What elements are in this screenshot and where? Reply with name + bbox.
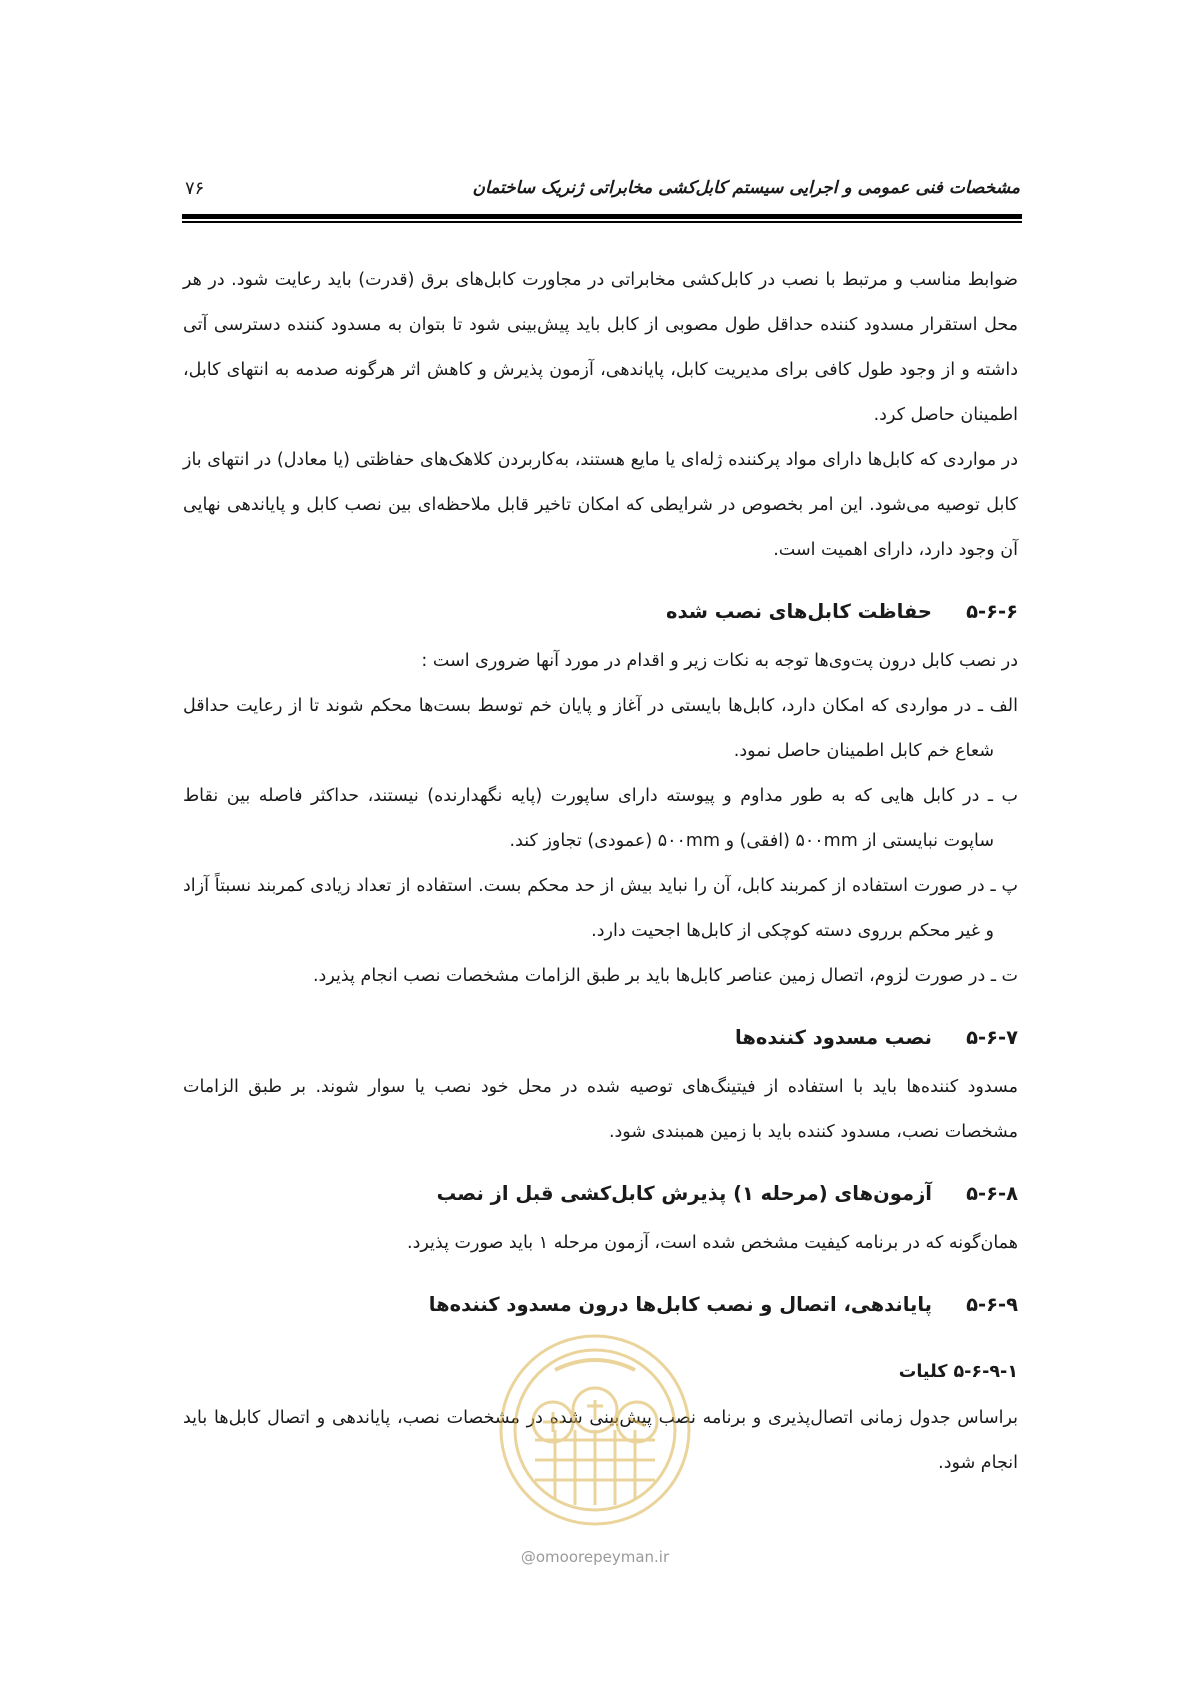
subsection-number: ۵-۶-۹-۱ — [953, 1362, 1018, 1382]
running-title: مشخصات فنی عمومی و اجرایی سیستم کابل‌کشی مخابراتی ژنریک ساختمان — [472, 178, 1020, 198]
intro-paragraph-2: در مواردی که کابل‌ها دارای مواد پرکننده ژله‌ای یا مایع هستند، به‌کاربردن کلاهک‌های حفاظتی (یا معادل) در انتهای باز کابل توصیه می‌شود. این امر بخصوص در شرایطی که امکان تاخیر قابل ملاحظه‌ای بین نصب کابل و پایاندهی نهایی آن وجود دارد، دارای اهمیت است. — [183, 450, 1018, 560]
page-header — [185, 178, 1020, 212]
section-number: ۵-۶-۹ — [966, 1293, 1018, 1316]
header-rule-thick — [182, 214, 1022, 219]
list-item: ت ـ در صورت لزوم، اتصال زمین عناصر کابل‌ها باید بر طبق الزامات مشخصات نصب انجام پذیرد. — [312, 966, 1018, 986]
section-heading-acceptance-tests — [183, 1167, 1018, 1221]
section-heading-closures — [183, 1011, 1018, 1065]
section-lead: در نصب کابل درون پت‌وی‌ها توجه به نکات زیر و اقدام در مورد آنها ضروری است : — [421, 651, 1018, 671]
page-number: ۷۶ — [185, 178, 205, 199]
section-title: پایاندهی، اتصال و نصب کابل‌ها درون مسدود کننده‌ها — [428, 1293, 932, 1316]
list-item: الف ـ در مواردی که امکان دارد، کابل‌ها بایستی در آغاز و پایان خم توسط بست‌ها محکم شوند تا از رعایت حداقل شعاع خم کابل اطمینان حاصل نمود. — [183, 696, 1018, 761]
section-heading-termination — [183, 1278, 1018, 1332]
section-title: آزمون‌های (مرحله ۱) پذیرش کابل‌کشی قبل از نصب — [436, 1182, 932, 1205]
subsection-paragraph: براساس جدول زمانی اتصال‌پذیری و برنامه نصب پیش‌بینی شده در مشخصات نصب، پایاندهی و اتصال کابل‌ها باید انجام شود. — [183, 1408, 1018, 1473]
intro-paragraph-1: ضوابط مناسب و مرتبط با نصب در کابل‌کشی مخابراتی در مجاورت کابل‌های برق (قدرت) باید رعایت شود. در هر محل استقرار مسدود کننده حداقل طول مصوبی از کابل باید پیش‌بینی شود تا بتوان به مسدود کننده دسترسی آتی داشته و از وجود طول کافی برای مدیریت کابل، پایاندهی، آزمون پذیرش و کاهش اثر هرگونه صدمه به انتهای کابل، اطمینان حاصل کرد. — [183, 270, 1018, 425]
section-title: حفاظت کابل‌های نصب شده — [665, 600, 932, 623]
list-item: ب ـ در کابل هایی که به طور مداوم و پیوسته دارای ساپورت (پایه نگهدارنده) نیستند، حداکثر فاصله بین نقاط ساپوت نبایستی از ۵۰۰mm (افقی) و ۵۰۰mm (عمودی) تجاوز کند. — [183, 786, 1018, 851]
header-rule-thin — [182, 221, 1022, 223]
section-number: ۵-۶-۸ — [966, 1182, 1018, 1205]
subsection-title: کلیات — [898, 1362, 948, 1382]
page-body — [183, 258, 1018, 1486]
section-number: ۵-۶-۷ — [966, 1026, 1018, 1049]
section-paragraph: همان‌گونه که در برنامه کیفیت مشخص شده است، آزمون مرحله ۱ باید صورت پذیرد. — [407, 1233, 1018, 1253]
section-heading-protection — [183, 585, 1018, 639]
watermark-seal-icon — [495, 1330, 695, 1530]
list-item: پ ـ در صورت استفاده از کمربند کابل، آن را نباید بیش از حد محکم بست. استفاده از تعداد زیادی کمربند نسبتاً آزاد و غیر محکم برروی دسته کوچکی از کابل‌ها اجحیت دارد. — [183, 876, 1018, 941]
section-title: نصب مسدود کننده‌ها — [735, 1026, 932, 1049]
watermark-url: @omoorepeyman.ir — [520, 1548, 670, 1566]
section-paragraph: مسدود کننده‌ها باید با استفاده از فیتینگ‌های توصیه شده در محل خود نصب یا سوار شوند. بر طبق الزامات مشخصات نصب، مسدود کننده باید با زمین همبندی شود. — [183, 1077, 1018, 1142]
section-number: ۵-۶-۶ — [966, 600, 1018, 623]
